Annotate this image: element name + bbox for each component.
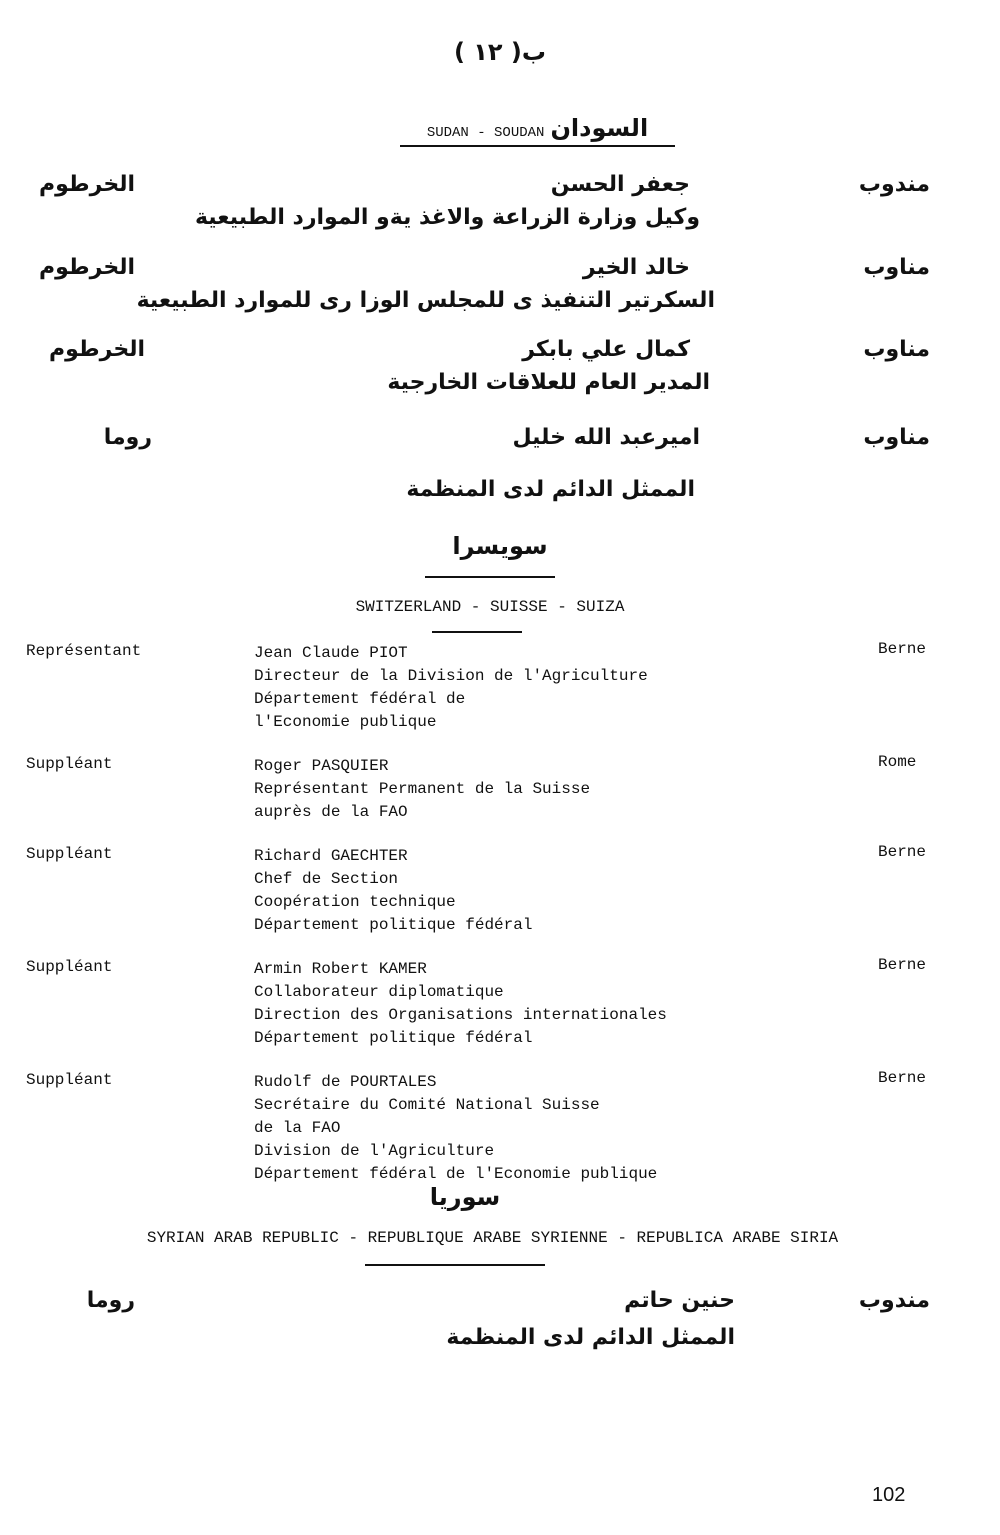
switzerland-title-en: SWITZERLAND - SUISSE - SUIZA [355, 598, 625, 616]
delegate-title: السكرتير التنفيذ ى للمجلس الوزا رى للموارد الطبيعية [136, 288, 715, 313]
location: روما [86, 1288, 135, 1313]
delegate-title: Coopération technique [254, 893, 456, 911]
delegate-details [254, 642, 648, 734]
role: مناوب [863, 425, 930, 450]
delegate-name: Richard GAECHTER [254, 847, 408, 865]
delegate-name: جعفر الحسن [550, 172, 690, 197]
delegate-title: Chef de Section [254, 870, 399, 888]
syria-title-en: SYRIAN ARAB REPUBLIC - REPUBLIQUE ARABE SYRIENNE - REPUBLICA ARABE SIRIA [146, 1229, 839, 1247]
delegate-name: كمال علي بابكر [522, 337, 690, 362]
delegate-title: Représentant Permanent de la Suisse [254, 780, 591, 798]
delegate-name: خالد الخير [582, 255, 690, 280]
role: مندوب [858, 1288, 930, 1313]
role: مناوب [863, 337, 930, 362]
role: Suppléant [26, 755, 113, 773]
delegate-name: حنين حاتم [624, 1288, 735, 1313]
location: Berne [878, 843, 927, 861]
delegate-title: المدير العام للعلاقات الخارجية [387, 370, 710, 395]
location: Berne [878, 956, 927, 974]
location: Rome [878, 753, 917, 771]
delegate-title: Département fédéral de l'Economie publique [254, 1165, 658, 1183]
delegate-name: Rudolf de POURTALES [254, 1073, 437, 1091]
divider [425, 576, 555, 578]
page-number: 102 [872, 1484, 906, 1506]
sudan-heading [400, 114, 675, 147]
divider [365, 1264, 545, 1266]
divider [432, 631, 522, 633]
sudan-title-en: SUDAN - SOUDAN [426, 125, 545, 141]
location: الخرطوم [39, 255, 135, 280]
delegate-name: اميرعبد الله خليل [512, 425, 700, 450]
delegate-name: Roger PASQUIER [254, 757, 389, 775]
role: Suppléant [26, 1071, 113, 1089]
delegate-title: de la FAO [254, 1119, 341, 1137]
role: Représentant [26, 642, 142, 660]
delegate-details [254, 958, 667, 1050]
delegate-details [254, 1071, 657, 1186]
delegate-title: auprès de la FAO [254, 803, 408, 821]
delegate-name: Armin Robert KAMER [254, 960, 427, 978]
delegate-title: الممثل الدائم لدى المنظمة [446, 1325, 735, 1350]
location: Berne [878, 1069, 927, 1087]
page-reference: ب( ١٢ ) [453, 38, 547, 66]
delegate-title: Département politique fédéral [254, 1029, 533, 1047]
role: مناوب [863, 255, 930, 280]
delegate-title: Collaborateur diplomatique [254, 983, 504, 1001]
location: Berne [878, 640, 927, 658]
role: مندوب [858, 172, 930, 197]
role: Suppléant [26, 845, 113, 863]
delegate-details [254, 755, 590, 824]
delegate-title: Secrétaire du Comité National Suisse [254, 1096, 600, 1114]
delegate-title: Direction des Organisations internationales [254, 1006, 667, 1024]
location: روما [103, 425, 152, 450]
location: الخرطوم [49, 337, 145, 362]
syria-title-ar: سوريا [429, 1183, 501, 1211]
delegate-title: الممثل الدائم لدى المنظمة [406, 477, 695, 502]
role: Suppléant [26, 958, 113, 976]
delegate-title: وكيل وزارة الزراعة والاغذ يةو الموارد الطبيعية [194, 205, 700, 230]
sudan-title-ar: السودان [550, 114, 649, 142]
delegate-title: l'Economie publique [254, 713, 437, 731]
delegate-name: Jean Claude PIOT [254, 644, 408, 662]
location: الخرطوم [39, 172, 135, 197]
delegate-title: Département fédéral de [254, 690, 466, 708]
delegate-details [254, 845, 532, 937]
switzerland-title-ar: سويسرا [452, 532, 548, 560]
delegate-title: Département politique fédéral [254, 916, 533, 934]
delegate-title: Division de l'Agriculture [254, 1142, 495, 1160]
delegate-title: Directeur de la Division de l'Agriculture [254, 667, 648, 685]
